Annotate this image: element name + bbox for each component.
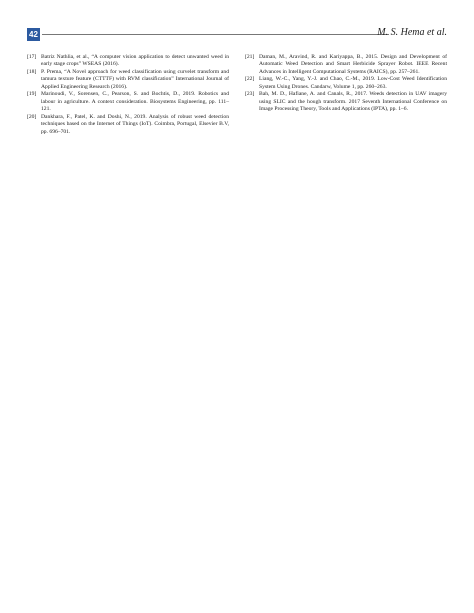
reference-number: [22]: [245, 76, 255, 83]
reference-text: P. Prema, “A Novel approach for weed classification using curvelet transform and tamura texture feature (CTTTF) with RVM classification” International Journal of Applied Engineering Research (2016).: [41, 69, 229, 90]
header-rule: [42, 34, 389, 35]
reference-text: Bah, M. D., Hafiane, A. and Canals, R., 2017. Weeds detection in UAV imagery using SLIC and the hough transform. 2017 Seventh International Conference on Image Processing Theory, Tools and Applications (IPTA), pp. 1–6.: [259, 91, 447, 113]
reference-number: [21]: [245, 54, 255, 60]
reference-number: [17]: [27, 54, 37, 60]
reference-text: Liang, W.-C., Yang, Y.-J. and Chao, C.-M., 2019. Low-Cost Weed Identification System Using Drones. Candarw, Volume 1, pp. 260–263.: [259, 76, 447, 90]
reference-item: [27, 54, 229, 69]
reference-text: Batriz Nathlia, et al., “A computer vision application to detect unwanted weed in early stage crops” WSEAS (2016).: [41, 54, 229, 68]
reference-number: [23]: [245, 91, 255, 98]
reference-item: [245, 91, 447, 113]
reference-number: [20]: [27, 113, 37, 120]
reference-text: Daman, M., Aravind, R. and Kariyappa, B., 2015. Design and Development of Automatic Weed Detection and Smart Herbicide Sprayer Robot. IEEE Recent Advances in Intelligent Computational Systems (RAICS), pp. 257–261.: [259, 54, 447, 75]
reference-item: [27, 114, 229, 136]
reference-text: Marinoudi, V., Sorensen, C., Pearson, S. and Bochtis, D., 2019. Robotics and labour in agriculture. A context consideration. Biosystems Engineering, pp. 111–121.: [41, 91, 229, 113]
references-right-column: [245, 54, 447, 114]
running-author: M. S. Hema et al.: [377, 27, 447, 38]
reference-item: [245, 76, 447, 91]
reference-number: [19]: [27, 91, 37, 98]
page-header: [27, 28, 447, 42]
reference-text: Dankhara, F., Patel, K. and Doshi, N., 2019. Analysis of robust weed detection techniques based on the Internet of Things (IoT). Coimbra, Portugal, Elsevier B.V, pp. 696–701.: [41, 113, 229, 135]
reference-number: [18]: [27, 69, 37, 75]
reference-item: [27, 91, 229, 113]
reference-item: [245, 54, 447, 76]
references-left-column: [27, 54, 229, 136]
reference-item: [27, 69, 229, 91]
page-number: 42: [27, 28, 40, 41]
